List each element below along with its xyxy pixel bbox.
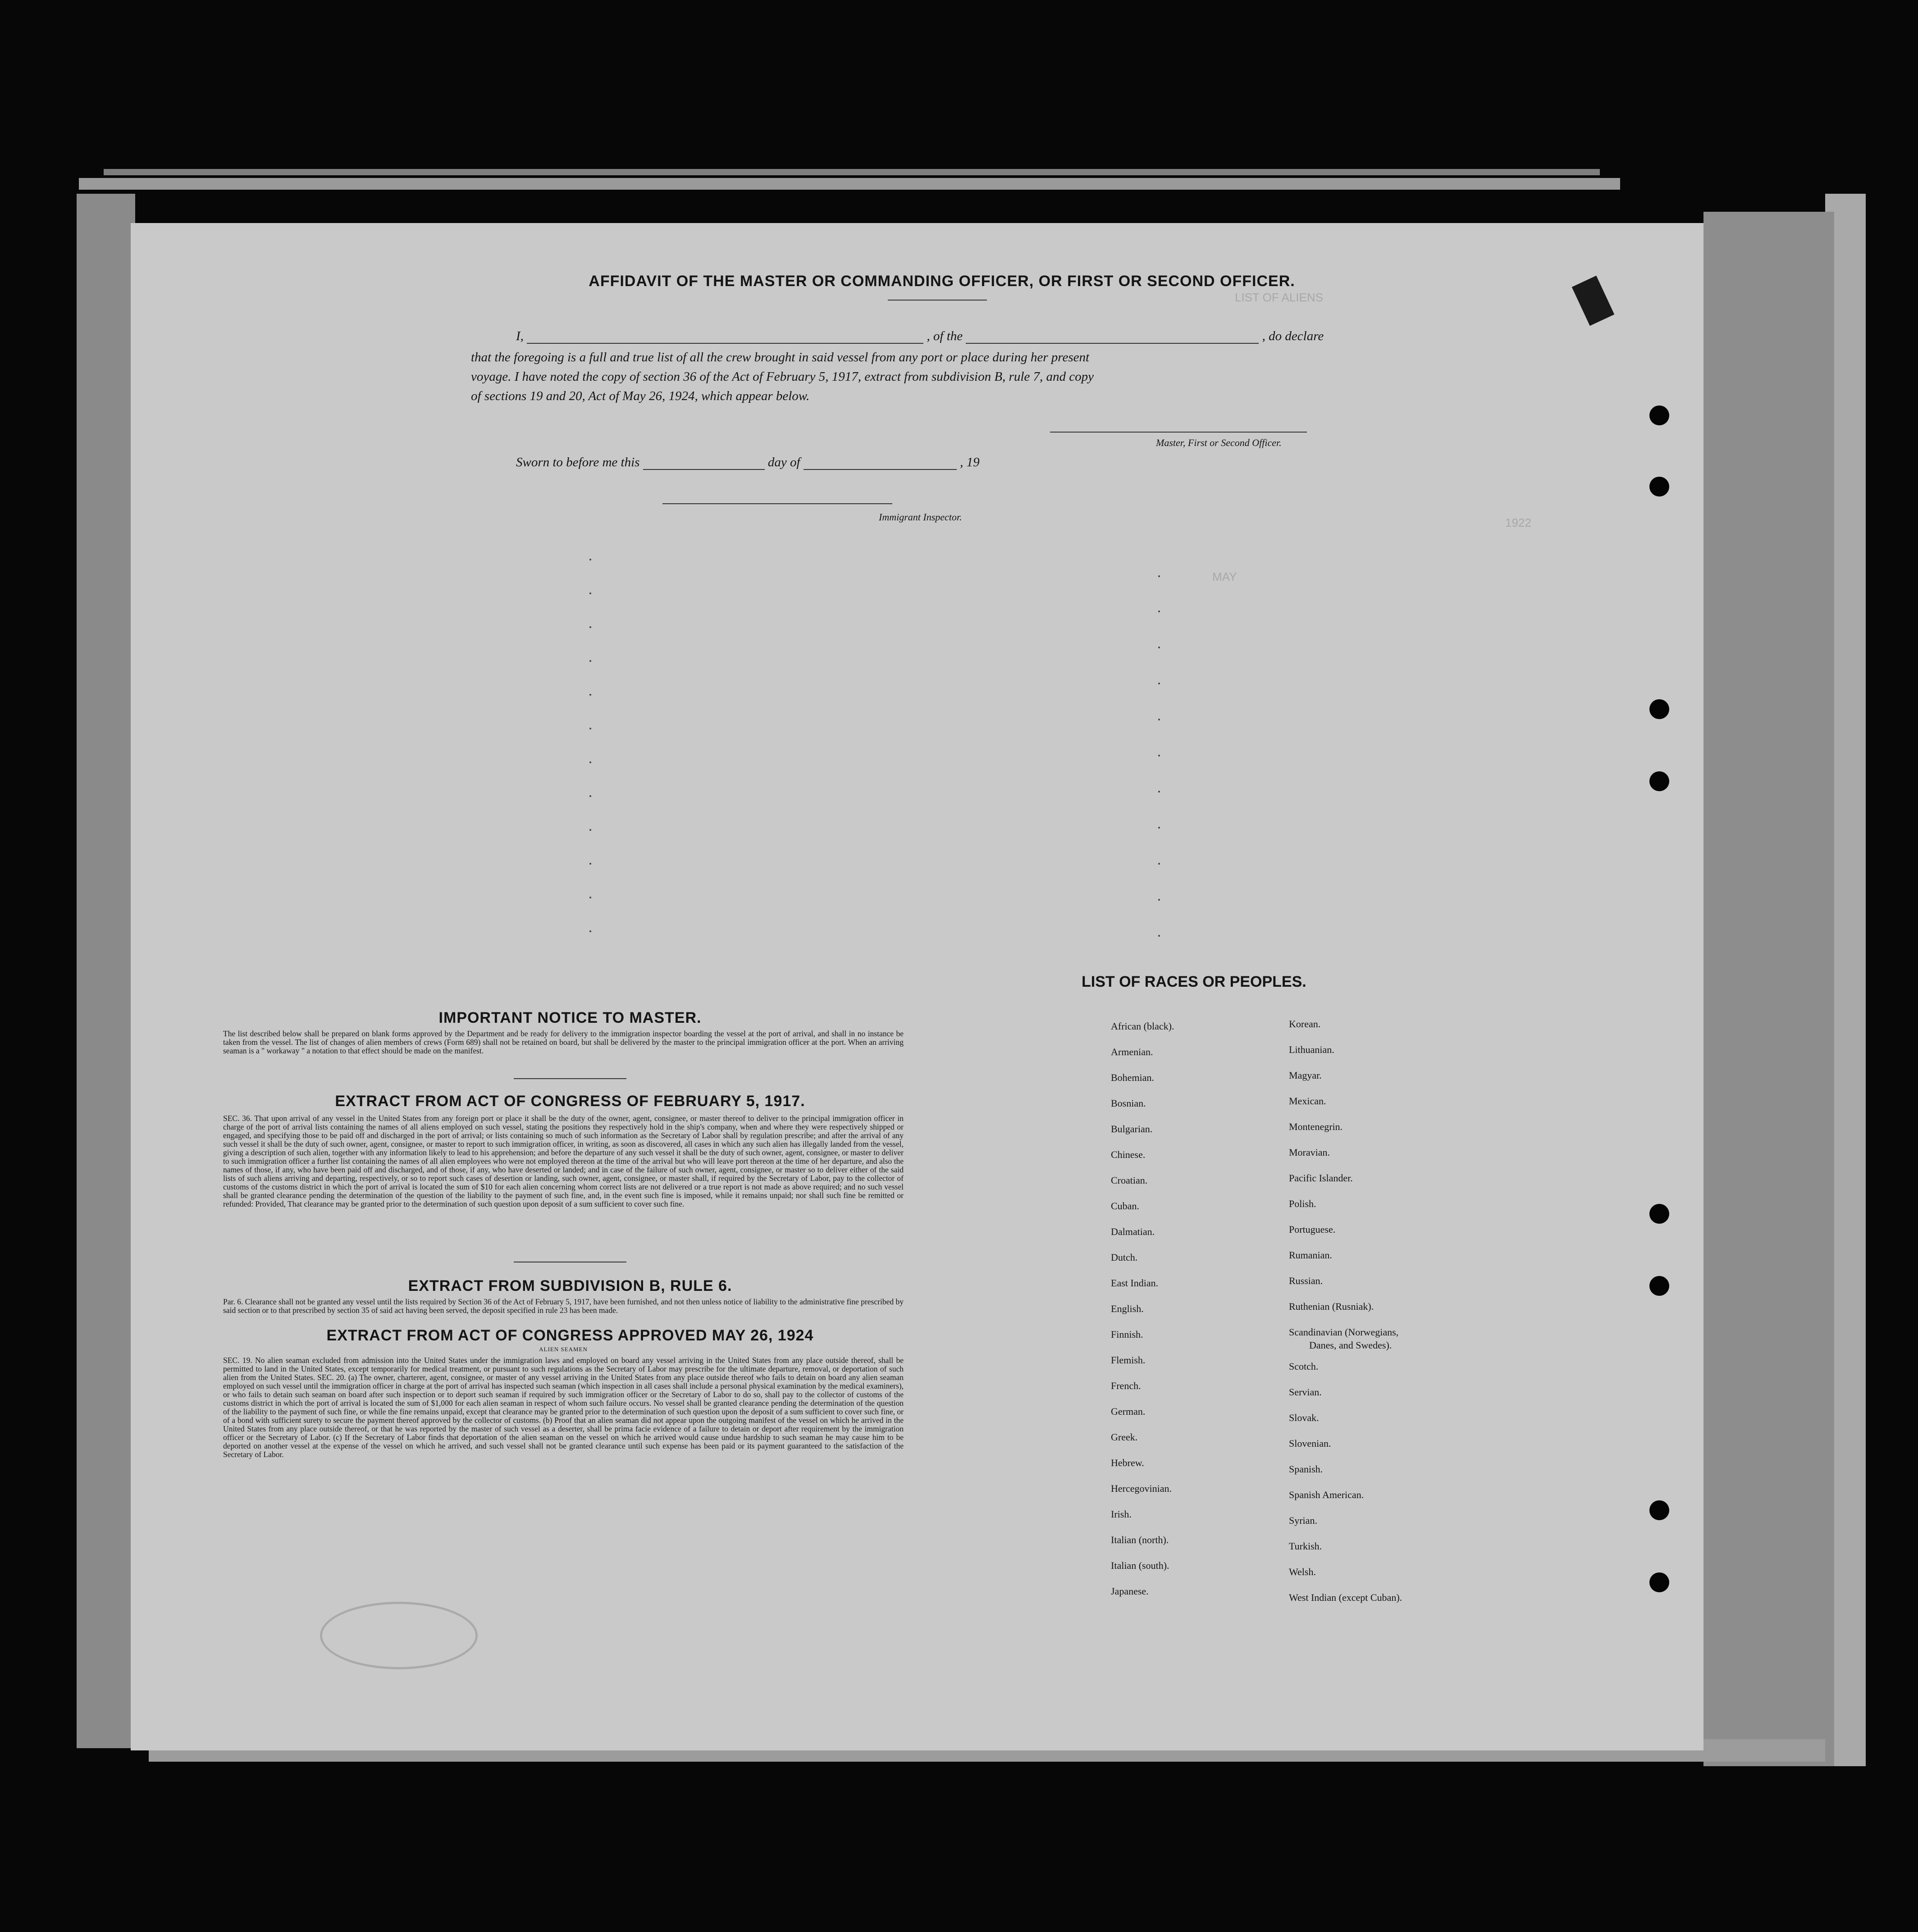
stray-dot xyxy=(589,829,591,831)
divider-rule xyxy=(514,1078,626,1079)
stray-dot xyxy=(589,660,591,662)
stray-dot xyxy=(1158,791,1160,793)
sworn-line xyxy=(516,455,980,470)
race-item: Bohemian. xyxy=(1111,1072,1154,1083)
race-item: English. xyxy=(1111,1303,1144,1314)
race-item: Cuban. xyxy=(1111,1200,1139,1212)
race-item: West Indian (except Cuban). xyxy=(1289,1592,1402,1603)
master-signature-caption: Master, First or Second Officer. xyxy=(1156,437,1282,448)
race-item: Rumanian. xyxy=(1289,1249,1332,1261)
extract-1917-heading: EXTRACT FROM ACT OF CONGRESS OF FEBRUARY 5, 1917. xyxy=(335,1093,805,1110)
race-item: Portuguese. xyxy=(1289,1224,1336,1235)
race-item: French. xyxy=(1111,1380,1141,1391)
binder-hole xyxy=(1649,771,1669,791)
stray-dot xyxy=(1158,863,1160,865)
stray-dot xyxy=(1158,935,1160,937)
stray-dot xyxy=(589,930,591,932)
race-item: Slovenian. xyxy=(1289,1438,1331,1449)
stray-dot xyxy=(1158,611,1160,612)
binder-hole xyxy=(1649,1572,1669,1592)
page-stack-right-edge-2 xyxy=(1703,212,1834,1766)
stray-dot xyxy=(589,626,591,628)
master-signature-line xyxy=(1050,432,1307,433)
race-item: Russian. xyxy=(1289,1275,1323,1286)
affidavit-heading: AFFIDAVIT OF THE MASTER OR COMMANDING OFFICER, OR FIRST OR SECOND OFFICER. xyxy=(589,273,1295,290)
race-item: German. xyxy=(1111,1406,1146,1417)
affidavit-do-declare: , do declare xyxy=(1262,329,1324,343)
stray-dot xyxy=(589,728,591,729)
race-item: Pacific Islander. xyxy=(1289,1172,1353,1184)
stray-dot xyxy=(589,694,591,696)
race-item: Danes, and Swedes). xyxy=(1309,1340,1392,1351)
bleed-through-ghost: MAY xyxy=(1212,570,1237,583)
vessel-blank xyxy=(966,331,1259,344)
extract-rule6-text: Par. 6. Clearance shall not be granted any vessel until the lists required by Section 36 of the Act of February 5, 1917, have been furnished, and not then unless notice of liability to the administrative fine prescribed by said section or to that prescribed by section 35 of said act having been served, the deposit specified in rule 23 has been made. xyxy=(223,1297,904,1315)
race-item: Irish. xyxy=(1111,1508,1132,1520)
race-item: Scandinavian (Norwegians, xyxy=(1289,1326,1399,1338)
race-item: Dalmatian. xyxy=(1111,1226,1155,1237)
stray-dot xyxy=(589,592,591,594)
binder-hole xyxy=(1649,699,1669,719)
bleed-through-ghost: 1922 xyxy=(1505,516,1531,529)
stray-dot xyxy=(589,897,591,898)
race-item: Turkish. xyxy=(1289,1540,1322,1552)
affidavit-i: I, xyxy=(516,329,524,343)
race-item: Armenian. xyxy=(1111,1046,1153,1057)
stray-dot xyxy=(1158,719,1160,720)
races-heading: LIST OF RACES OR PEOPLES. xyxy=(1082,973,1306,990)
race-item: Hebrew. xyxy=(1111,1457,1144,1468)
heading-rule xyxy=(888,300,987,301)
binder-hole xyxy=(1649,406,1669,425)
affidavit-line-4: of sections 19 and 20, Act of May 26, 1924, which appear below. xyxy=(471,389,810,403)
stray-dot xyxy=(1158,827,1160,829)
page-stack-top-edge xyxy=(79,178,1620,190)
race-item: East Indian. xyxy=(1111,1277,1159,1289)
notice-heading: IMPORTANT NOTICE TO MASTER. xyxy=(438,1009,702,1026)
sworn-day-blank xyxy=(643,457,765,470)
sworn-month-blank xyxy=(804,457,957,470)
affidavit-line-2: that the foregoing is a full and true list of all the crew brought in said vessel from any port or place during her present xyxy=(471,350,1090,365)
race-item: Croatian. xyxy=(1111,1175,1148,1186)
affidavit-line-1 xyxy=(516,329,1494,344)
race-item: Ruthenian (Rusniak). xyxy=(1289,1301,1374,1312)
binder-hole xyxy=(1649,1500,1669,1520)
inspector-signature-line xyxy=(662,503,892,504)
race-item: Syrian. xyxy=(1289,1515,1317,1526)
manifest-back-page xyxy=(131,223,1703,1750)
race-item: Bosnian. xyxy=(1111,1098,1146,1109)
stray-dot xyxy=(1158,647,1160,648)
race-item: Montenegrin. xyxy=(1289,1121,1343,1132)
race-item: Magyar. xyxy=(1289,1070,1322,1081)
race-item: Finnish. xyxy=(1111,1329,1143,1340)
extract-1924-heading: EXTRACT FROM ACT OF CONGRESS APPROVED MAY 26, 1924 xyxy=(326,1327,814,1344)
race-item: Slovak. xyxy=(1289,1412,1319,1423)
page-stack-left-edge xyxy=(77,194,135,1748)
race-item: Dutch. xyxy=(1111,1252,1138,1263)
race-item: Spanish. xyxy=(1289,1463,1323,1475)
binder-hole xyxy=(1649,1276,1669,1296)
sworn-year: , 19 xyxy=(960,455,980,469)
stray-dot xyxy=(1158,683,1160,684)
race-item: Servian. xyxy=(1289,1386,1322,1398)
bleed-through-ghost: LIST OF ALIENS xyxy=(1235,291,1324,304)
race-item: African (black). xyxy=(1111,1021,1174,1032)
race-item: Mexican. xyxy=(1289,1095,1326,1107)
sworn-day-of: day of xyxy=(767,455,800,469)
race-item: Spanish American. xyxy=(1289,1489,1364,1500)
race-item: Korean. xyxy=(1289,1018,1321,1030)
race-item: Bulgarian. xyxy=(1111,1123,1153,1135)
race-item: Lithuanian. xyxy=(1289,1044,1334,1055)
sworn-prefix: Sworn to before me this xyxy=(516,455,640,469)
stray-dot xyxy=(589,761,591,763)
stray-dot xyxy=(1158,899,1160,901)
race-item: Chinese. xyxy=(1111,1149,1146,1160)
binder-hole xyxy=(1649,1204,1669,1224)
binder-hole xyxy=(1649,477,1669,497)
stray-dot xyxy=(1158,575,1160,577)
race-item: Welsh. xyxy=(1289,1566,1316,1577)
extract-1917-text: SEC. 36. That upon arrival of any vessel in the United States from any foreign port or place it shall be the duty of the owner, agent, consignee, or master thereof to deliver to the principal immigration officer in charge of the port of arrival lists containing the names of all aliens employed on such vessel, stating the positions they respectively hold in the ship's company, when and where they were respectively shipped or engaged, and specifying those to be paid off and discharged in the port of arrival; or lists containing so much of such information as the Secretary of Labor shall by regulation prescribe; and after the arrival of any such vessel it shall be the duty of such owner, agent, consignee, or master to report to such immigration officer, in writing, as soon as discovered, all cases in which any such alien has illegally landed from the vessel, giving a description of such alien, together with any information likely to lead to his apprehension; and before the departure of any such vessel it shall be the duty of such owner, agent, consignee, or master to deliver to such immigration officer a further list containing the names of all alien employees who were not employed thereon at the time of the arrival but who will leave port thereon at the time of her departure, and also the names of those, if any, who have been paid off and discharged, and of those, if any, who have deserted or landed; and in case of the failure of such owner, agent, consignee, or master so to deliver either of the said lists of such aliens arriving and departing, respectively, or so to report such cases of desertion or landing, such owner, agent, consignee, or master shall, if required by the Secretary of Labor, pay to the collector of customs of the customs district in which the port of arrival is located the sum of $10 for each alien concerning whom correct lists are not delivered or a true report is not made as above required; and no such vessel shall be granted clearance pending the determination of the question of the liability to the payment of such fine, and, in the event such fine is imposed, while it remains unpaid; nor shall such fine be remitted or refunded: Provided, That clearance may be granted prior to the determination of such question upon deposit of a sum sufficient to cover such fine. xyxy=(223,1114,904,1208)
stray-dot xyxy=(589,559,591,560)
affidavit-of-the: , of the xyxy=(927,329,963,343)
race-item: Hercegovinian. xyxy=(1111,1483,1172,1494)
affidavit-line-3: voyage. I have noted the copy of section 36 of the Act of February 5, 1917, extract from subdivision B, rule 7, and copy xyxy=(471,369,1094,384)
faint-circular-stamp xyxy=(320,1602,478,1669)
race-item: Scotch. xyxy=(1289,1361,1319,1372)
race-item: Japanese. xyxy=(1111,1586,1149,1597)
name-blank xyxy=(527,331,923,344)
race-item: Polish. xyxy=(1289,1198,1316,1209)
extract-rule6-heading: EXTRACT FROM SUBDIVISION B, RULE 6. xyxy=(408,1277,732,1294)
race-item: Italian (north). xyxy=(1111,1534,1169,1545)
extract-1924-subheading: ALIEN SEAMEN xyxy=(539,1346,588,1353)
page-stack-top-edge-2 xyxy=(104,169,1600,175)
race-item: Flemish. xyxy=(1111,1354,1146,1366)
stray-dot xyxy=(1158,755,1160,756)
inspector-signature-caption: Immigrant Inspector. xyxy=(879,511,962,523)
notice-text: The list described below shall be prepared on blank forms approved by the Department and be ready for delivery to the immigration inspector boarding the vessel at the port of arrival, and shall in no instance be taken from the vessel. The list of changes of alien members of crews (Form 689) shall not be retained on board, but shall be delivered by the master to the principal immigration officer at the port. When an arriving seaman is a " workaway " a notation to that effect should be made on the manifest. xyxy=(223,1029,904,1055)
race-item: Italian (south). xyxy=(1111,1560,1169,1571)
stray-dot xyxy=(589,795,591,797)
race-item: Greek. xyxy=(1111,1431,1138,1443)
stray-dot xyxy=(589,863,591,865)
extract-1924-text: SEC. 19. No alien seaman excluded from admission into the United States under the immigration laws and employed on board any vessel arriving in the United States from any place outside thereof, shall be permitted to land in the United States, except temporarily for medical treatment, or pursuant to such regulations as the Secretary of Labor may prescribe for the ultimate departure, removal, or deportation of such alien from the United States. SEC. 20. (a) The owner, charterer, agent, consignee, or master of any vessel arriving in the United States from any place outside thereof who fails to detain on board any alien seaman employed on such vessel until the immigration officer in charge at the port of arrival has inspected such seaman (which inspection in all cases shall include a personal physical examination by the medical examiners), or who fails to detain such seaman on board after such inspection or to deport such seaman if required by such immigration officer or the Secretary of Labor to do so, shall pay to the collector of customs of the customs district in which the port of arrival is located the sum of $1,000 for each alien seaman in respect of whom such failure occurs. No vessel shall be granted clearance pending the determination of the question of the liability to the payment of such fine, or while the fine remains unpaid, except that clearance may be granted prior to the determination of such question upon the deposit of a sum sufficient to cover such fine, or of a bond with sufficient surety to secure the payment thereof approved by the collector of customs. (b) Proof that an alien seaman did not appear upon the outgoing manifest of the vessel on which he arrived in the United States from any place outside thereof, or that he was reported by the master of such vessel as a deserter, shall be prima facie evidence of a failure to detain or deport after requirement by the immigration officer or the Secretary of Labor. (c) If the Secretary of Labor finds that deportation of the alien seaman on the vessel on which he arrived would cause undue hardship to such seaman he may cause him to be deported on another vessel at the expense of the vessel on which he arrived, and such vessel shall not be granted clearance until such expense has been paid or its payment guaranteed to the satisfaction of the Secretary of Labor. xyxy=(223,1356,904,1459)
race-item: Moravian. xyxy=(1289,1147,1330,1158)
